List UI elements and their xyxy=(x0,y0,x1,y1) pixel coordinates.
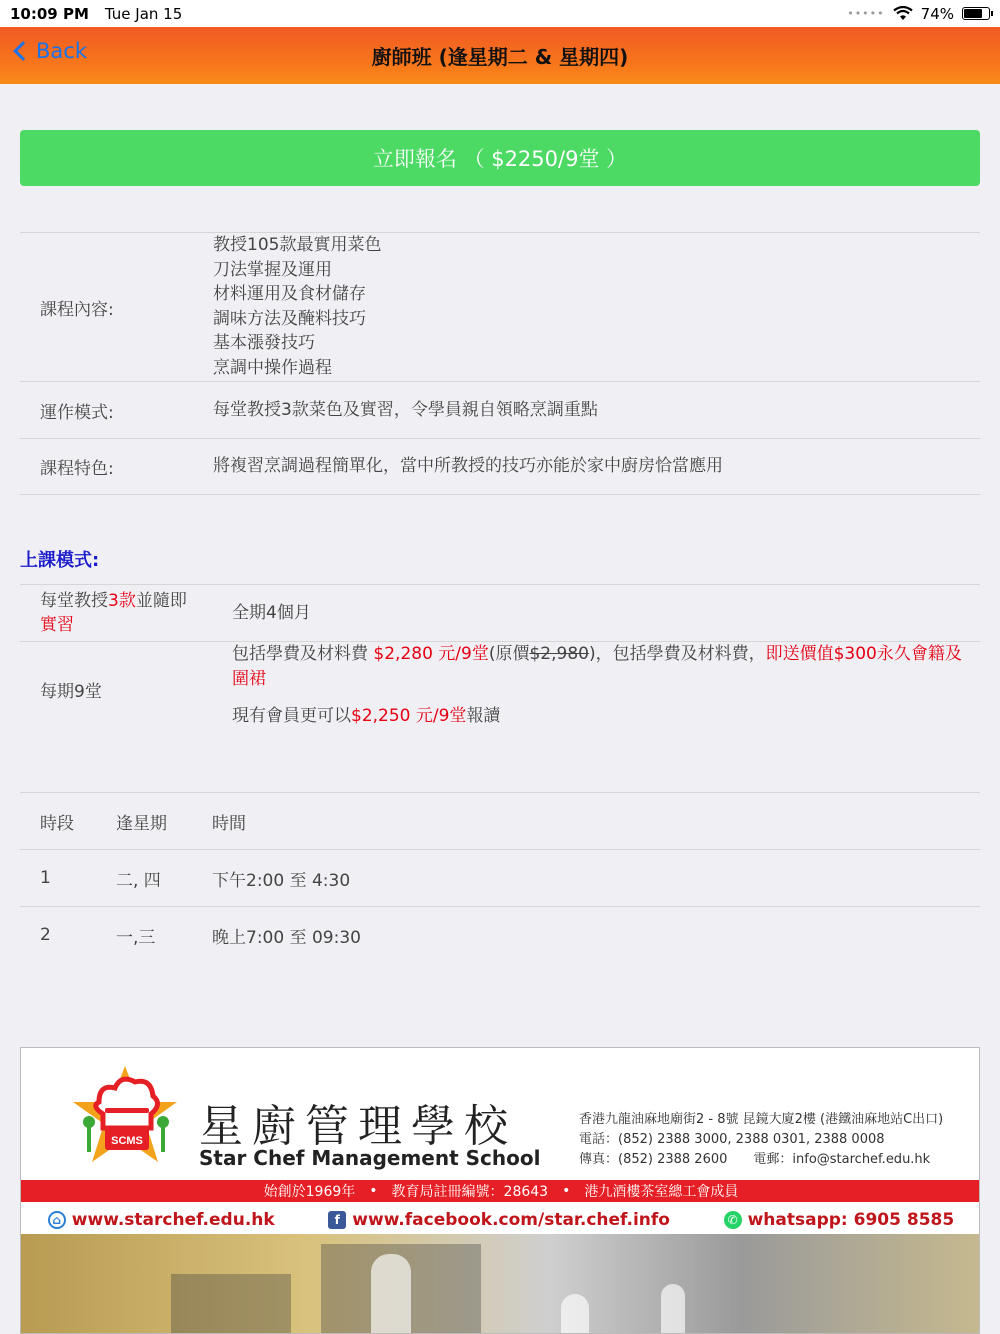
battery-icon xyxy=(962,7,990,20)
header-period: 時段 xyxy=(40,813,74,834)
class-mode-row xyxy=(20,584,980,641)
operation-mode-label: 運作模式: xyxy=(40,402,114,423)
operation-mode-row xyxy=(20,381,980,438)
school-address: 香港九龍油麻地廟街2 - 8號 昆鏡大廈2樓 (港鐵油麻地站C出口) xyxy=(579,1112,944,1127)
course-content-item: 刀法掌握及運用 xyxy=(213,259,332,280)
strip-separator: • xyxy=(562,1183,571,1199)
facebook-text: www.facebook.com/star.chef.info xyxy=(352,1210,670,1230)
header-weekday: 逢星期 xyxy=(116,813,167,834)
text-span: 現有會員更可以 xyxy=(232,706,351,726)
strip-separator: • xyxy=(369,1183,378,1199)
register-button[interactable]: 立即報名 （ $2250/9堂 ） xyxy=(20,130,980,186)
period-cell: 2 xyxy=(40,925,51,945)
member-price-line xyxy=(232,704,966,729)
course-info-table xyxy=(20,232,980,495)
text-span: (原價 xyxy=(488,644,530,664)
text-span: )，包括學費及材料費， xyxy=(588,644,766,664)
website-text: www.starchef.edu.hk xyxy=(71,1210,275,1230)
time-cell: 晚上7:00 至 09:30 xyxy=(212,927,361,948)
text-span: 每堂教授 xyxy=(40,591,108,611)
operation-mode-value: 每堂教授3款菜色及實習，令學員親自領略烹調重點 xyxy=(213,399,598,420)
course-content-item: 烹調中操作過程 xyxy=(213,357,332,378)
course-duration: 全期4個月 xyxy=(232,602,311,623)
strip-item: 港九酒樓茶室總工會成員 xyxy=(584,1184,739,1200)
chef-hat-logo-icon xyxy=(69,1062,181,1174)
whatsapp-link[interactable] xyxy=(724,1210,955,1230)
strip-item: 始創於1969年 xyxy=(263,1184,356,1200)
status-left xyxy=(10,5,182,23)
course-content-item: 調味方法及醃料技巧 xyxy=(213,308,366,329)
weekday-cell: 二, 四 xyxy=(116,870,161,891)
school-fax-email: 傳真：(852) 2388 2600 電郵：info@starchef.edu.hk xyxy=(579,1152,931,1167)
whatsapp-icon: ✆ xyxy=(724,1211,742,1229)
facebook-link[interactable] xyxy=(328,1210,670,1230)
class-mode-row xyxy=(20,641,980,741)
strip-item: 教育局註冊編號：28643 xyxy=(391,1184,549,1200)
school-name-en: Star Chef Management School xyxy=(199,1146,541,1170)
school-banner[interactable] xyxy=(20,1047,980,1334)
highlight-span: 3款 xyxy=(108,591,136,611)
pricing-line xyxy=(232,642,966,692)
schedule-row xyxy=(20,849,980,906)
header-time: 時間 xyxy=(212,813,246,834)
schedule-row xyxy=(20,906,980,963)
facebook-icon: f xyxy=(328,1211,346,1229)
text-span: 包括學費及材料費 xyxy=(232,644,374,664)
course-content-list xyxy=(213,233,980,381)
whatsapp-text: whatsapp: 6905 8585 xyxy=(747,1210,955,1230)
status-time: 10:09 PM xyxy=(10,4,89,23)
course-content-item: 教授105款最實用菜色 xyxy=(213,235,382,255)
course-feature-row xyxy=(20,438,980,495)
banner-info-strip xyxy=(21,1180,980,1202)
home-icon: ⌂ xyxy=(48,1211,66,1229)
text-span: 報讀 xyxy=(466,706,501,726)
class-mode-table xyxy=(20,584,980,741)
course-feature-label: 課程特色: xyxy=(40,459,114,479)
course-content-item: 材料運用及食材儲存 xyxy=(213,284,366,305)
period-cell: 1 xyxy=(40,868,51,888)
school-contact xyxy=(579,1110,943,1170)
chevron-left-icon xyxy=(13,41,33,61)
member-price-span: $2,250 元/9堂 xyxy=(351,706,467,726)
back-button[interactable] xyxy=(10,39,87,63)
course-content-row xyxy=(20,232,980,381)
course-content-label: 課程內容: xyxy=(40,299,114,320)
banner-links xyxy=(21,1206,980,1234)
schedule-table xyxy=(20,792,980,963)
time-cell: 下午2:00 至 4:30 xyxy=(212,870,351,891)
schedule-header-row xyxy=(20,792,980,849)
status-date: Tue Jan 15 xyxy=(104,4,183,23)
logo-text: SCMS xyxy=(111,1135,143,1147)
original-price-span: $2,980 xyxy=(529,644,589,664)
kitchen-photo xyxy=(21,1234,980,1334)
price-span: $2,280 元/9堂 xyxy=(373,644,489,664)
bonus-span: 即送價值$300永久會籍及圍裙 xyxy=(232,644,962,689)
school-phone: 電話：(852) 2388 3000, 2388 0301, 2388 0008 xyxy=(579,1132,885,1147)
back-label: Back xyxy=(36,39,87,63)
school-name-cn: 星廚管理學校 xyxy=(199,1101,517,1152)
class-mode-desc xyxy=(20,585,232,641)
sessions-per-term: 每期9堂 xyxy=(40,681,102,702)
signal-dots-icon: ••••• xyxy=(847,7,885,20)
status-right xyxy=(847,5,990,23)
page-title: 廚師班 (逢星期二 & 星期四) xyxy=(371,45,629,69)
pricing-details xyxy=(232,642,980,741)
wifi-icon xyxy=(893,6,913,21)
weekday-cell: 一,三 xyxy=(116,927,156,948)
course-feature-value: 將複習烹調過程簡單化，當中所教授的技巧亦能於家中廚房恰當應用 xyxy=(213,456,723,477)
text-span: 並隨即 xyxy=(135,591,187,611)
course-content-item: 基本漲發技巧 xyxy=(213,333,315,354)
battery-percent: 74% xyxy=(920,4,954,23)
website-link[interactable] xyxy=(48,1210,275,1230)
highlight-span: 實習 xyxy=(40,615,74,635)
status-bar xyxy=(0,0,1000,27)
nav-bar xyxy=(0,27,1000,84)
class-mode-heading: 上課模式: xyxy=(20,550,100,571)
